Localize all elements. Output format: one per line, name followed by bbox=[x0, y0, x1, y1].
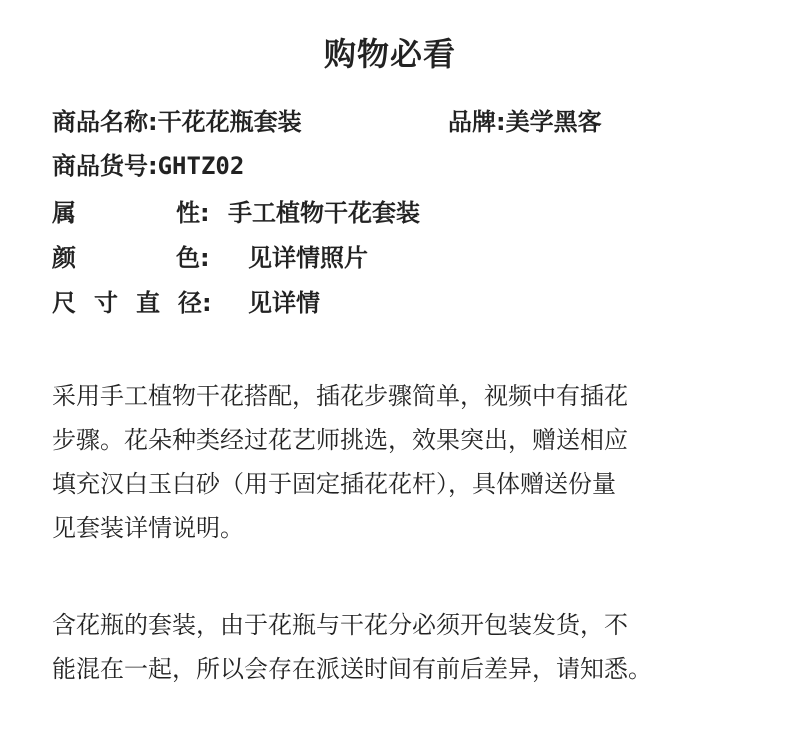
description-line: 步骤。花朵种类经过花艺师挑选，效果突出，赠送相应 bbox=[52, 426, 628, 454]
size-value: 见详情 bbox=[248, 289, 320, 317]
description-line: 见套装详情说明。 bbox=[52, 514, 244, 542]
description-line: 填充汉白玉白砂（用于固定插花花杆），具体赠送份量 bbox=[52, 470, 616, 498]
brand-label: 品牌: bbox=[448, 108, 506, 136]
attribute-label-first: 属 bbox=[52, 199, 76, 227]
description-line: 采用手工植物干花搭配，插花步骤简单，视频中有插花 bbox=[52, 382, 628, 410]
sku-label: 商品货号: bbox=[52, 152, 158, 180]
spec-row-brand bbox=[448, 104, 602, 140]
sku-value: GHTZ02 bbox=[157, 152, 245, 180]
page-title: 购物必看 bbox=[323, 35, 456, 73]
attribute-value: 手工植物干花套装 bbox=[228, 199, 420, 227]
color-label bbox=[52, 240, 248, 276]
name-label: 商品名称: bbox=[52, 108, 158, 136]
color-label-second: 色: bbox=[176, 244, 210, 272]
spec-row-size bbox=[52, 285, 320, 321]
color-value: 见详情照片 bbox=[248, 244, 368, 272]
spec-row-name bbox=[52, 104, 302, 140]
size-label-char-1: 尺 bbox=[52, 289, 76, 317]
color-label-first: 颜 bbox=[52, 244, 76, 272]
notice-line: 能混在一起，所以会存在派送时间有前后差异，请知悉。 bbox=[52, 655, 652, 683]
spec-row-color bbox=[52, 240, 368, 276]
attribute-label-second: 性: bbox=[176, 199, 210, 227]
size-label-char-2: 寸 bbox=[94, 289, 118, 317]
description-paragraph bbox=[52, 374, 742, 550]
notice-paragraph bbox=[52, 603, 742, 691]
size-label-char-3: 直 bbox=[136, 289, 160, 317]
notice-line: 含花瓶的套装，由于花瓶与干花分必须开包装发货，不 bbox=[52, 611, 628, 639]
spec-row-attribute bbox=[52, 195, 420, 231]
name-value: 干花花瓶套装 bbox=[157, 108, 302, 136]
spec-row-sku bbox=[52, 148, 244, 184]
brand-value: 美学黑客 bbox=[505, 108, 602, 136]
size-label-char-4: 径: bbox=[178, 289, 212, 317]
size-label bbox=[52, 285, 248, 321]
attribute-label bbox=[52, 195, 228, 231]
